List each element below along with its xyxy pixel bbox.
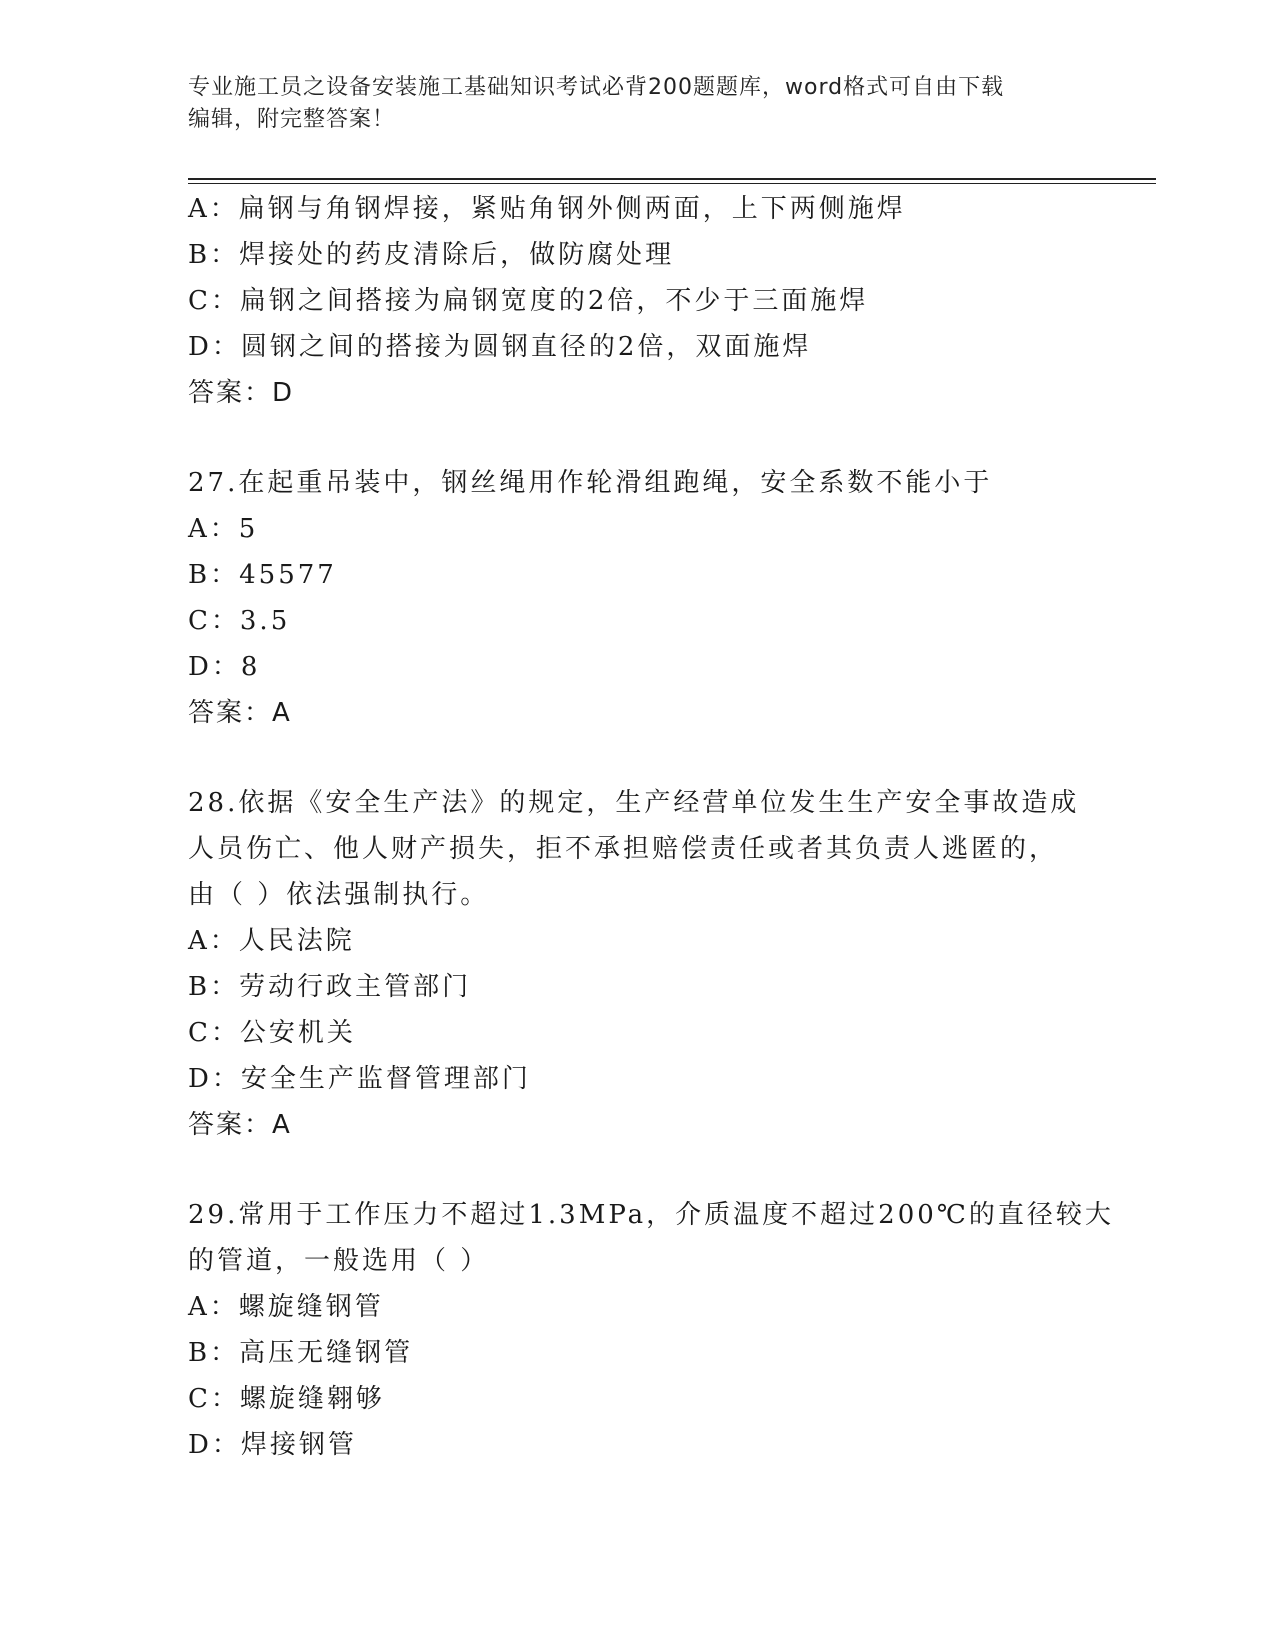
option-b: B：45577: [188, 560, 337, 590]
option-b: B：劳动行政主管部门: [188, 972, 472, 1002]
option-a: A：扁钢与角钢焊接，紧贴角钢外侧两面，上下两侧施焊: [188, 194, 906, 224]
question-stem-line-1: 28.依据《安全生产法》的规定，生产经营单位发生生产安全事故造成: [188, 788, 1080, 818]
question-27: [188, 460, 1088, 736]
answer: 答案：A: [188, 698, 292, 728]
option-d: D：8: [188, 652, 261, 682]
question-26: [188, 186, 1088, 416]
question-list: [188, 186, 1114, 1468]
header-line-2: 编辑，附完整答案！: [188, 107, 396, 132]
option-a: A：螺旋缝钢管: [188, 1292, 384, 1322]
option-c: C：螺旋缝翱够: [188, 1384, 385, 1414]
option-b: B：焊接处的药皮清除后，做防腐处理: [188, 240, 675, 270]
page-header: [188, 72, 1088, 136]
option-b: B：高压无缝钢管: [188, 1338, 414, 1368]
option-d: D：焊接钢管: [188, 1430, 357, 1460]
header-divider-thin: [188, 183, 1156, 184]
option-a: A：5: [188, 514, 259, 544]
question-29: [188, 1192, 1114, 1468]
question-stem-line-3: 由（ ）依法强制执行。: [188, 880, 490, 910]
answer: 答案：A: [188, 1110, 292, 1140]
question-stem: 27.在起重吊装中，钢丝绳用作轮滑组跑绳，安全系数不能小于: [188, 468, 993, 498]
option-c: C：扁钢之间搭接为扁钢宽度的2倍，不少于三面施焊: [188, 286, 869, 316]
option-d: D：圆钢之间的搭接为圆钢直径的2倍，双面施焊: [188, 332, 812, 362]
option-c: C：公安机关: [188, 1018, 356, 1048]
answer: 答案：D: [188, 378, 295, 408]
option-d: D：安全生产监督管理部门: [188, 1064, 531, 1094]
question-stem-line-2: 的管道，一般选用（ ）: [188, 1246, 490, 1276]
option-c: C：3.5: [188, 606, 291, 636]
question-stem-line-1: 29.常用于工作压力不超过1.3MPa，介质温度不超过200℃的直径较大: [188, 1200, 1114, 1230]
question-28: [188, 780, 1088, 1148]
header-line-1: 专业施工员之设备安装施工基础知识考试必背200题题库，word格式可自由下载: [188, 75, 1005, 100]
question-stem-line-2: 人员伤亡、他人财产损失，拒不承担赔偿责任或者其负责人逃匿的，: [188, 834, 1059, 864]
header-divider: [188, 178, 1156, 180]
option-a: A：人民法院: [188, 926, 355, 956]
